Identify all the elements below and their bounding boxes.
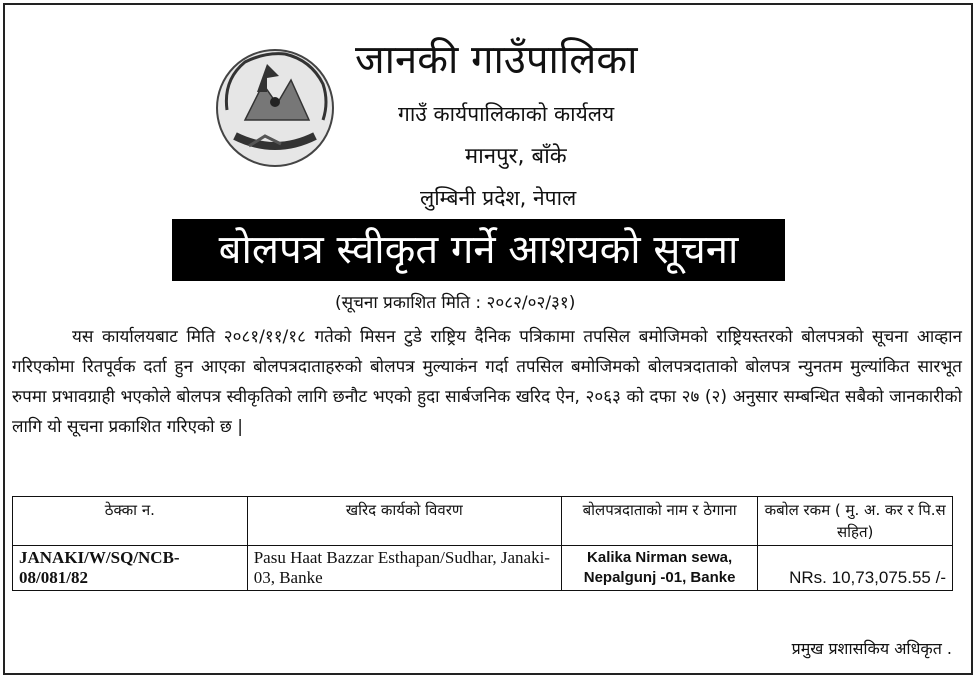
notice-body: यस कार्यालयबाट मिति २०८१/११/१८ गतेको मिसन टुडे राष्ट्रिय दैनिक पत्रिकामा तपसिल बमोजिमको राष्ट्रियस्तरको बोलपत्रको सूचना आव्हान गरिएकोमा रितपूर्वक दर्ता हुन आएका बोलपत्रदाताहरुको बोलपत्र मुल्याकंन गर्दा तपसिल बमोजिमको बोलपत्रदाताको बोलपत्र न्युनतम मुल्यांकित सारभूत रुपमा प्रभावग्राही भएकोले बोलपत्र स्वीकृतिको लागि छनौट भएको हुदा सार्बजनिक खरिद ऐन, २०६३ को दफा २७ (२) अनुसार सम्बन्धित सबैको जानकारीको लागि यो सूचना प्रकाशित गरिएको छ |: [12, 327, 962, 437]
table-header-row: [13, 497, 953, 546]
province-country: लुम्बिनी प्रदेश, नेपाल: [420, 186, 577, 210]
cell-contract-no: JANAKI/W/SQ/NCB-08/081/82: [13, 546, 248, 591]
table-row: [13, 546, 953, 591]
header-contract-no: ठेक्का न.: [13, 497, 248, 546]
office-address: मानपुर, बाँके: [465, 144, 567, 169]
publish-date: (सूचना प्रकाशित मिति : २०८२/०२/३१): [335, 293, 576, 313]
header-description: खरिद कार्यको विवरण: [247, 497, 561, 546]
cell-description: Pasu Haat Bazzar Esthapan/Sudhar, Janaki-03, Banke: [247, 546, 561, 591]
header-amount: कबोल रकम ( मु. अ. कर र पि.स सहित): [758, 497, 953, 546]
cell-amount: NRs. 10,73,075.55 /-: [758, 546, 953, 591]
header-bidder: बोलपत्रदाताको नाम र ठेगाना: [561, 497, 758, 546]
organization-name: जानकी गाउँपालिका: [355, 37, 638, 83]
notice-title-banner: बोलपत्र स्वीकृत गर्ने आशयको सूचना: [172, 219, 785, 281]
cell-bidder: Kalika Nirman sewa, Nepalgunj -01, Banke: [561, 546, 758, 591]
signoff: प्रमुख प्रशासकिय अधिकृत .: [791, 639, 952, 658]
award-table: [12, 496, 953, 591]
nepal-emblem-icon: [205, 40, 345, 170]
office-name: गाउँ कार्यपालिकाको कार्यलय: [398, 102, 615, 126]
